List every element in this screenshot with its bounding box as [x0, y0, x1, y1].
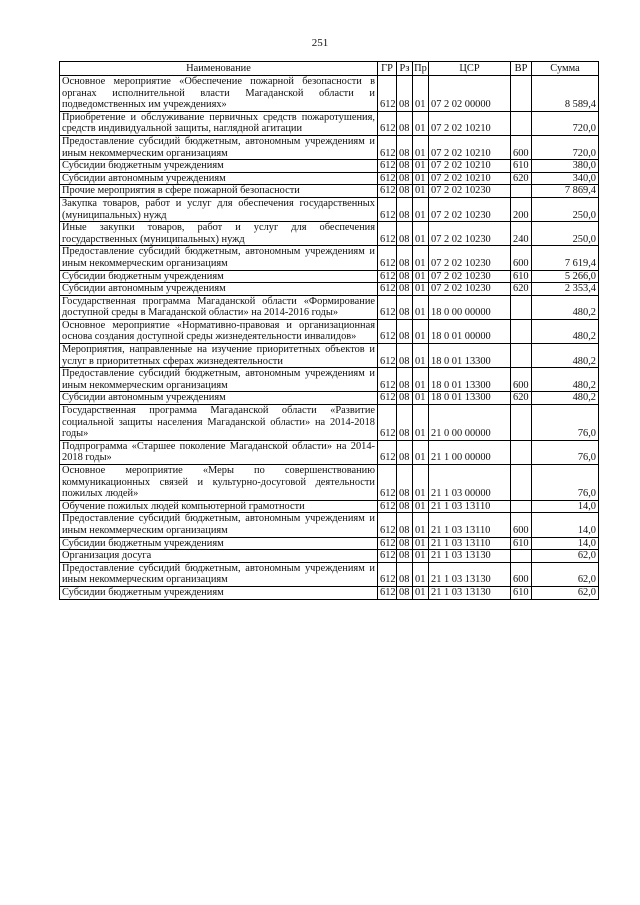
cell-pr: 01	[413, 111, 429, 135]
cell-csr: 18 0 01 00000	[429, 319, 511, 343]
cell-rz: 08	[397, 586, 413, 599]
table-row	[60, 440, 599, 464]
cell-vr	[511, 185, 532, 198]
table-header-row	[60, 62, 599, 76]
cell-name: Субсидии бюджетным учреждениям	[60, 586, 378, 599]
cell-vr: 600	[511, 246, 532, 270]
cell-sum: 62,0	[532, 550, 599, 563]
cell-pr: 01	[413, 465, 429, 501]
cell-gr: 612	[378, 344, 397, 368]
budget-table	[59, 61, 599, 600]
cell-gr: 612	[378, 172, 397, 185]
cell-gr: 612	[378, 111, 397, 135]
cell-pr: 01	[413, 440, 429, 464]
cell-sum: 480,2	[532, 295, 599, 319]
cell-gr: 612	[378, 185, 397, 198]
cell-pr: 01	[413, 197, 429, 221]
table-row	[60, 185, 599, 198]
cell-gr: 612	[378, 135, 397, 159]
cell-rz: 08	[397, 392, 413, 405]
cell-gr: 612	[378, 319, 397, 343]
cell-sum: 62,0	[532, 586, 599, 599]
cell-name: Обучение пожилых людей компьютерной грамотности	[60, 500, 378, 513]
cell-sum: 250,0	[532, 197, 599, 221]
cell-rz: 08	[397, 135, 413, 159]
table-row	[60, 562, 599, 586]
cell-vr: 200	[511, 197, 532, 221]
cell-sum: 2 353,4	[532, 283, 599, 296]
header-csr: ЦСР	[429, 62, 511, 76]
cell-sum: 7 869,4	[532, 185, 599, 198]
cell-name: Закупка товаров, работ и услуг для обеспечения государственных (муниципальных) нужд	[60, 197, 378, 221]
cell-name: Подпрограмма «Старшее поколение Магаданской области» на 2014-2018 годы»	[60, 440, 378, 464]
cell-sum: 14,0	[532, 500, 599, 513]
cell-vr: 610	[511, 160, 532, 173]
header-gr: ГР	[378, 62, 397, 76]
cell-gr: 612	[378, 562, 397, 586]
cell-name: Субсидии автономным учреждениям	[60, 172, 378, 185]
table-row	[60, 392, 599, 405]
cell-sum: 5 266,0	[532, 270, 599, 283]
cell-vr	[511, 319, 532, 343]
table-row	[60, 319, 599, 343]
cell-rz: 08	[397, 197, 413, 221]
table-row	[60, 586, 599, 599]
cell-name: Основное мероприятие «Меры по совершенствованию коммуникационных связей и культурно-досуговой деятельности пожилых людей»	[60, 465, 378, 501]
cell-csr: 18 0 01 13300	[429, 344, 511, 368]
cell-sum: 480,2	[532, 368, 599, 392]
cell-vr: 600	[511, 135, 532, 159]
table-row	[60, 295, 599, 319]
cell-sum: 7 619,4	[532, 246, 599, 270]
cell-rz: 08	[397, 562, 413, 586]
cell-gr: 612	[378, 368, 397, 392]
cell-csr: 07 2 02 10230	[429, 270, 511, 283]
cell-gr: 612	[378, 246, 397, 270]
cell-sum: 250,0	[532, 222, 599, 246]
cell-vr	[511, 76, 532, 112]
cell-name: Государственная программа Магаданской области «Развитие социальной защиты населения Магаданской области» на 2014-2018 годы»	[60, 405, 378, 441]
cell-csr: 21 1 03 00000	[429, 465, 511, 501]
header-sum: Сумма	[532, 62, 599, 76]
cell-sum: 62,0	[532, 562, 599, 586]
table-row	[60, 270, 599, 283]
cell-sum: 76,0	[532, 440, 599, 464]
cell-csr: 21 1 03 13130	[429, 550, 511, 563]
cell-rz: 08	[397, 160, 413, 173]
cell-pr: 01	[413, 295, 429, 319]
cell-csr: 18 0 01 13300	[429, 368, 511, 392]
cell-rz: 08	[397, 513, 413, 537]
cell-csr: 07 2 02 10230	[429, 283, 511, 296]
cell-gr: 612	[378, 160, 397, 173]
cell-name: Субсидии бюджетным учреждениям	[60, 160, 378, 173]
cell-csr: 07 2 02 10230	[429, 222, 511, 246]
cell-gr: 612	[378, 295, 397, 319]
cell-gr: 612	[378, 222, 397, 246]
table-row	[60, 537, 599, 550]
cell-vr	[511, 550, 532, 563]
table-body	[60, 76, 599, 600]
cell-rz: 08	[397, 405, 413, 441]
cell-rz: 08	[397, 222, 413, 246]
cell-name: Субсидии бюджетным учреждениям	[60, 537, 378, 550]
cell-pr: 01	[413, 185, 429, 198]
cell-pr: 01	[413, 550, 429, 563]
cell-vr: 620	[511, 172, 532, 185]
cell-name: Предоставление субсидий бюджетным, автономным учреждениям и иным некоммерческим организациям	[60, 135, 378, 159]
cell-name: Субсидии автономным учреждениям	[60, 392, 378, 405]
cell-csr: 18 0 00 00000	[429, 295, 511, 319]
cell-pr: 01	[413, 537, 429, 550]
cell-csr: 21 1 03 13110	[429, 513, 511, 537]
cell-gr: 612	[378, 513, 397, 537]
cell-rz: 08	[397, 246, 413, 270]
table-row	[60, 197, 599, 221]
cell-vr: 610	[511, 537, 532, 550]
cell-csr: 21 1 03 13110	[429, 500, 511, 513]
cell-sum: 380,0	[532, 160, 599, 173]
cell-rz: 08	[397, 111, 413, 135]
table-row	[60, 222, 599, 246]
cell-vr: 610	[511, 586, 532, 599]
cell-csr: 07 2 02 10210	[429, 160, 511, 173]
table-row	[60, 246, 599, 270]
cell-name: Основное мероприятие «Обеспечение пожарной безопасности в органах исполнительной власти Магаданской области и подведомственных им учреждениях»	[60, 76, 378, 112]
header-pr: Пр	[414, 62, 427, 74]
cell-sum: 480,2	[532, 319, 599, 343]
cell-name: Приобретение и обслуживание первичных средств пожаротушения, средств индивидуальной защиты, наглядной агитации	[60, 111, 378, 135]
cell-rz: 08	[397, 550, 413, 563]
cell-rz: 08	[397, 270, 413, 283]
cell-vr: 600	[511, 368, 532, 392]
cell-pr: 01	[413, 222, 429, 246]
table-row	[60, 500, 599, 513]
cell-name: Предоставление субсидий бюджетным, автономным учреждениям и иным некоммерческим организациям	[60, 513, 378, 537]
cell-rz: 08	[397, 344, 413, 368]
header-vr: ВР	[511, 62, 532, 76]
cell-name: Прочие мероприятия в сфере пожарной безопасности	[60, 185, 378, 198]
cell-sum: 8 589,4	[532, 76, 599, 112]
cell-pr: 01	[413, 246, 429, 270]
cell-vr: 610	[511, 270, 532, 283]
cell-vr: 620	[511, 283, 532, 296]
cell-pr: 01	[413, 76, 429, 112]
cell-pr: 01	[413, 172, 429, 185]
cell-csr: 07 2 02 10210	[429, 172, 511, 185]
cell-rz: 08	[397, 500, 413, 513]
cell-vr: 600	[511, 562, 532, 586]
cell-csr: 21 0 00 00000	[429, 405, 511, 441]
cell-gr: 612	[378, 465, 397, 501]
cell-csr: 21 1 03 13130	[429, 586, 511, 599]
cell-name: Субсидии автономным учреждениям	[60, 283, 378, 296]
cell-vr: 600	[511, 513, 532, 537]
cell-csr: 07 2 02 10210	[429, 111, 511, 135]
cell-name: Иные закупки товаров, работ и услуг для обеспечения государственных (муниципальных) нужд	[60, 222, 378, 246]
table-row	[60, 160, 599, 173]
header-rz: Рз	[397, 62, 413, 76]
cell-name: Основное мероприятие «Нормативно-правовая и организационная основа создания доступной среды жизнедеятельности инвалидов»	[60, 319, 378, 343]
cell-csr: 07 2 02 00000	[429, 76, 511, 112]
cell-gr: 612	[378, 197, 397, 221]
cell-name: Предоставление субсидий бюджетным, автономным учреждениям и иным некоммерческим организациям	[60, 368, 378, 392]
cell-sum: 720,0	[532, 135, 599, 159]
cell-name: Организация досуга	[60, 550, 378, 563]
cell-gr: 612	[378, 550, 397, 563]
cell-pr: 01	[413, 500, 429, 513]
cell-rz: 08	[397, 319, 413, 343]
cell-rz: 08	[397, 172, 413, 185]
cell-vr	[511, 111, 532, 135]
cell-vr: 620	[511, 392, 532, 405]
cell-sum: 480,2	[532, 392, 599, 405]
cell-name: Субсидии бюджетным учреждениям	[60, 270, 378, 283]
cell-pr: 01	[413, 513, 429, 537]
cell-sum: 480,2	[532, 344, 599, 368]
cell-gr: 612	[378, 405, 397, 441]
cell-gr: 612	[378, 283, 397, 296]
cell-sum: 14,0	[532, 513, 599, 537]
cell-gr: 612	[378, 270, 397, 283]
cell-rz: 08	[397, 283, 413, 296]
cell-rz: 08	[397, 465, 413, 501]
cell-gr: 612	[378, 392, 397, 405]
cell-vr	[511, 344, 532, 368]
cell-pr: 01	[413, 405, 429, 441]
cell-pr: 01	[413, 283, 429, 296]
cell-sum: 14,0	[532, 537, 599, 550]
cell-rz: 08	[397, 295, 413, 319]
cell-csr: 07 2 02 10230	[429, 185, 511, 198]
table-row	[60, 550, 599, 563]
cell-vr: 240	[511, 222, 532, 246]
cell-pr: 01	[413, 344, 429, 368]
cell-gr: 612	[378, 586, 397, 599]
cell-gr: 612	[378, 440, 397, 464]
cell-name: Предоставление субсидий бюджетным, автономным учреждениям и иным некоммерческим организациям	[60, 246, 378, 270]
cell-pr: 01	[413, 160, 429, 173]
cell-pr: 01	[413, 319, 429, 343]
cell-pr: 01	[413, 135, 429, 159]
cell-gr: 612	[378, 500, 397, 513]
cell-sum: 76,0	[532, 465, 599, 501]
cell-pr: 01	[413, 392, 429, 405]
cell-rz: 08	[397, 76, 413, 112]
table-row	[60, 111, 599, 135]
table-row	[60, 368, 599, 392]
header-name: Наименование	[60, 62, 378, 76]
cell-pr: 01	[413, 586, 429, 599]
cell-csr: 18 0 01 13300	[429, 392, 511, 405]
cell-sum: 76,0	[532, 405, 599, 441]
table-row	[60, 283, 599, 296]
cell-rz: 08	[397, 537, 413, 550]
cell-sum: 340,0	[532, 172, 599, 185]
cell-pr: 01	[413, 270, 429, 283]
cell-name: Государственная программа Магаданской области «Формирование доступной среды в Магаданской области» на 2014-2016 годы»	[60, 295, 378, 319]
cell-csr: 21 1 03 13130	[429, 562, 511, 586]
cell-vr	[511, 405, 532, 441]
cell-vr	[511, 465, 532, 501]
table-row	[60, 465, 599, 501]
cell-vr	[511, 440, 532, 464]
cell-rz: 08	[397, 185, 413, 198]
page-number: 251	[311, 37, 329, 49]
cell-vr	[511, 500, 532, 513]
cell-name: Предоставление субсидий бюджетным, автономным учреждениям и иным некоммерческим организациям	[60, 562, 378, 586]
cell-pr: 01	[413, 562, 429, 586]
cell-gr: 612	[378, 76, 397, 112]
cell-csr: 07 2 02 10230	[429, 246, 511, 270]
table-row	[60, 344, 599, 368]
cell-rz: 08	[397, 368, 413, 392]
table-row	[60, 76, 599, 112]
cell-sum: 720,0	[532, 111, 599, 135]
cell-csr: 21 1 03 13110	[429, 537, 511, 550]
cell-csr: 21 1 00 00000	[429, 440, 511, 464]
cell-pr: 01	[413, 368, 429, 392]
table-row	[60, 172, 599, 185]
table-row	[60, 405, 599, 441]
table-row	[60, 135, 599, 159]
cell-vr	[511, 295, 532, 319]
cell-rz: 08	[397, 440, 413, 464]
cell-name: Мероприятия, направленные на изучение приоритетных объектов и услуг в приоритетных сферах жизнедеятельности	[60, 344, 378, 368]
cell-gr: 612	[378, 537, 397, 550]
cell-csr: 07 2 02 10230	[429, 197, 511, 221]
table-row	[60, 513, 599, 537]
cell-csr: 07 2 02 10210	[429, 135, 511, 159]
